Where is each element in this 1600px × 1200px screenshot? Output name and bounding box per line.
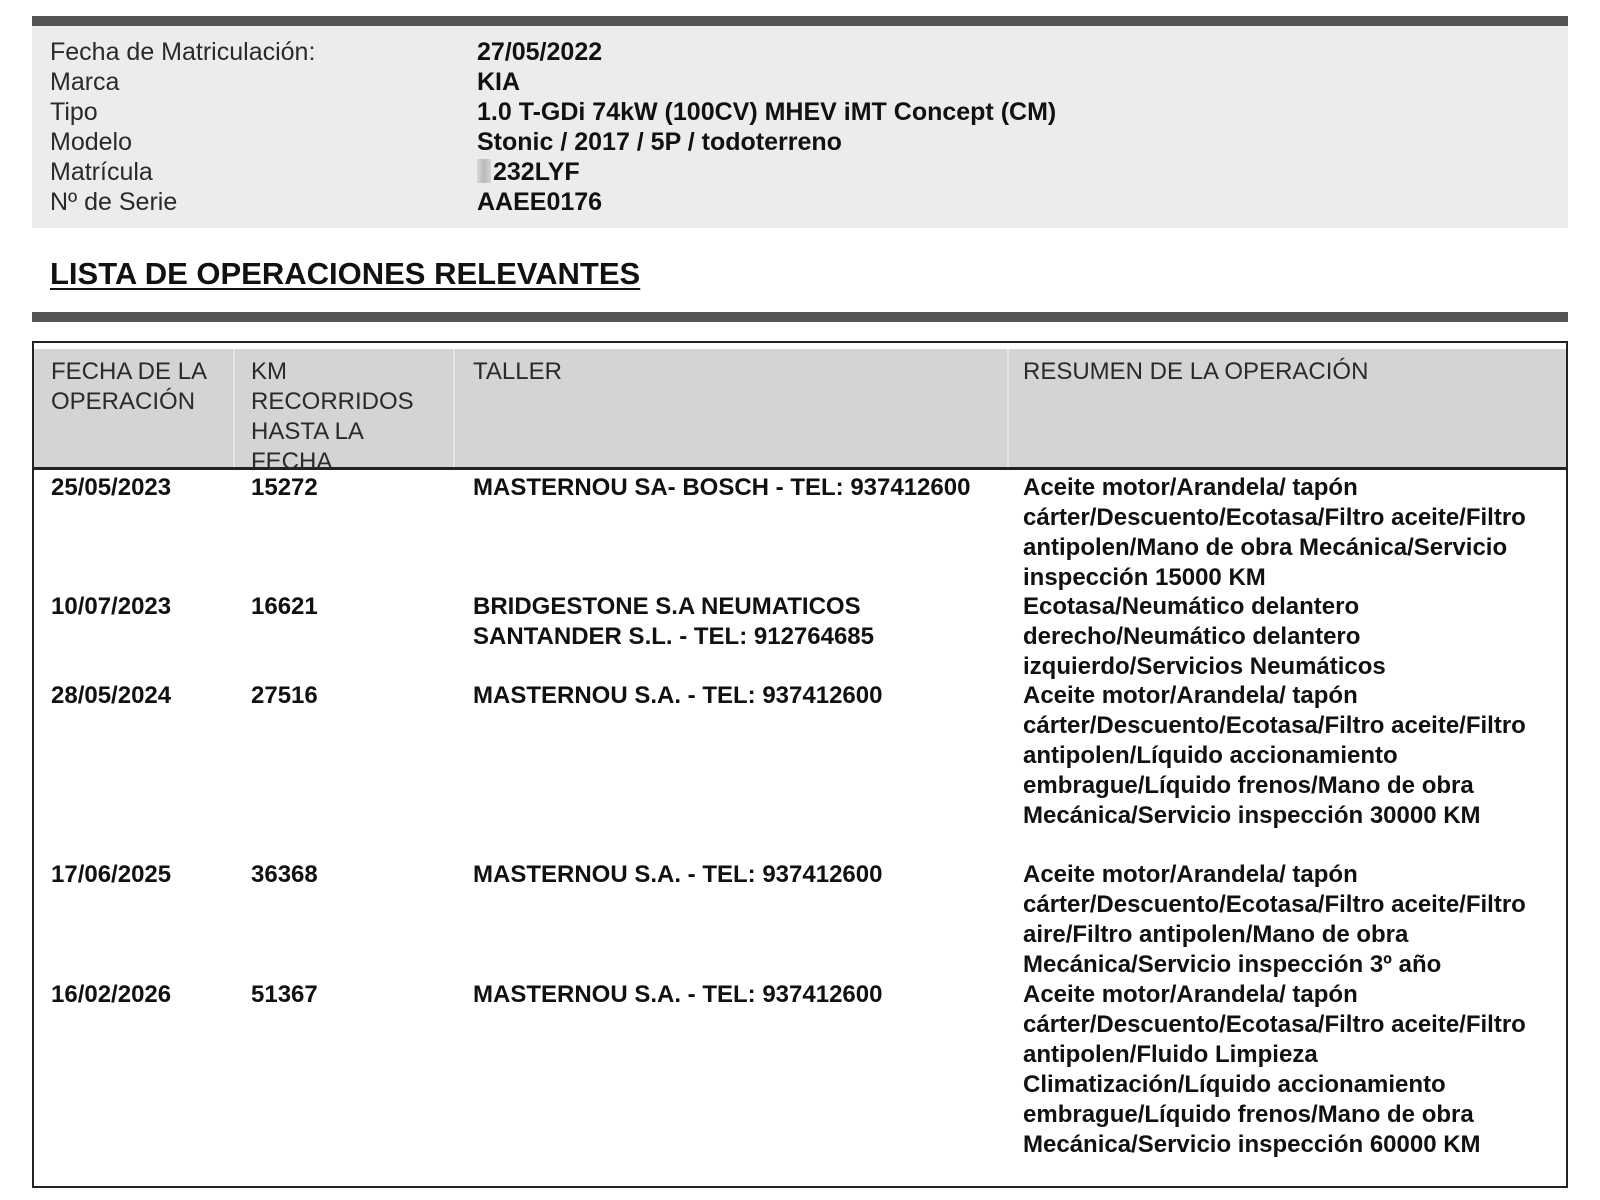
cell-date: 28/05/2024 [51, 682, 172, 709]
serial-value: AAEE0176 [477, 188, 603, 216]
top-divider [32, 16, 1568, 26]
type-label: Tipo [50, 98, 98, 126]
cell-workshop: MASTERNOU S.A. - TEL: 937412600 [473, 861, 883, 888]
cell-date: 17/06/2025 [51, 861, 172, 888]
cell-date: 10/07/2023 [51, 593, 172, 620]
table-row [34, 681, 1566, 860]
cell-summary: Ecotasa/Neumático delantero derecho/Neumático delantero izquierdo/Servicios Neumáticos [1023, 593, 1386, 680]
header-summary: RESUMEN DE LA OPERACIÓN [1023, 358, 1369, 385]
cell-km: 15272 [251, 474, 318, 501]
cell-workshop: MASTERNOU S.A. - TEL: 937412600 [473, 981, 883, 1008]
cell-km: 27516 [251, 682, 318, 709]
registration-date-value: 27/05/2022 [477, 38, 603, 66]
plate-value-wrap [477, 157, 580, 187]
plate-label: Matrícula [50, 158, 153, 186]
cell-summary: Aceite motor/Arandela/ tapón cárter/Descuento/Ecotasa/Filtro aceite/Filtro aire/Filtro antipolen/Mano de obra Mecánica/Servicio inspección 3º año [1023, 861, 1526, 978]
cell-workshop: MASTERNOU S.A. - TEL: 937412600 [473, 682, 883, 709]
header-column-separator [233, 349, 235, 467]
brand-value: KIA [477, 68, 521, 96]
vehicle-info-panel [32, 26, 1568, 228]
header-operation-date: FECHA DE LA OPERACIÓN [51, 358, 208, 415]
operations-table [32, 341, 1568, 1188]
cell-km: 16621 [251, 593, 318, 620]
section-divider [32, 312, 1568, 322]
cell-km: 51367 [251, 981, 318, 1008]
registration-date-label: Fecha de Matriculación: [50, 38, 316, 66]
model-value: Stonic / 2017 / 5P / todoterreno [477, 128, 842, 156]
serial-label: Nº de Serie [50, 188, 178, 216]
cell-date: 16/02/2026 [51, 981, 172, 1008]
table-body [34, 473, 1566, 1160]
type-value: 1.0 T-GDi 74kW (100CV) MHEV iMT Concept (CM) [477, 98, 1057, 126]
table-row [34, 860, 1566, 980]
table-row [34, 473, 1566, 592]
plate-redaction [477, 159, 491, 183]
header-column-separator [1007, 349, 1009, 467]
header-km: KM RECORRIDOS HASTA LA FECHA [251, 358, 414, 475]
table-header [34, 349, 1566, 475]
brand-label: Marca [50, 68, 120, 96]
cell-workshop: MASTERNOU SA- BOSCH - TEL: 937412600 [473, 474, 971, 501]
model-label: Modelo [50, 128, 132, 156]
cell-summary: Aceite motor/Arandela/ tapón cárter/Descuento/Ecotasa/Filtro aceite/Filtro antipolen/Fluido Limpieza Climatización/Líquido accionamiento embrague/Líquido frenos/Mano de obra Mecánica/Servicio inspección 60000 KM [1023, 981, 1526, 1158]
cell-summary: Aceite motor/Arandela/ tapón cárter/Descuento/Ecotasa/Filtro aceite/Filtro antipolen/Mano de obra Mecánica/Servicio inspección 15000 KM [1023, 474, 1526, 591]
section-title: LISTA DE OPERACIONES RELEVANTES [50, 256, 641, 291]
cell-km: 36368 [251, 861, 318, 888]
cell-date: 25/05/2023 [51, 474, 172, 501]
table-row [34, 980, 1566, 1160]
table-row [34, 592, 1566, 681]
header-workshop: TALLER [473, 358, 562, 385]
cell-workshop: BRIDGESTONE S.A NEUMATICOS SANTANDER S.L. - TEL: 912764685 [473, 593, 875, 650]
header-column-separator [453, 349, 455, 467]
plate-value: 232LYF [493, 158, 580, 186]
cell-summary: Aceite motor/Arandela/ tapón cárter/Descuento/Ecotasa/Filtro aceite/Filtro antipolen/Líquido accionamiento embrague/Líquido frenos/Mano de obra Mecánica/Servicio inspección 30000 KM [1023, 682, 1526, 829]
